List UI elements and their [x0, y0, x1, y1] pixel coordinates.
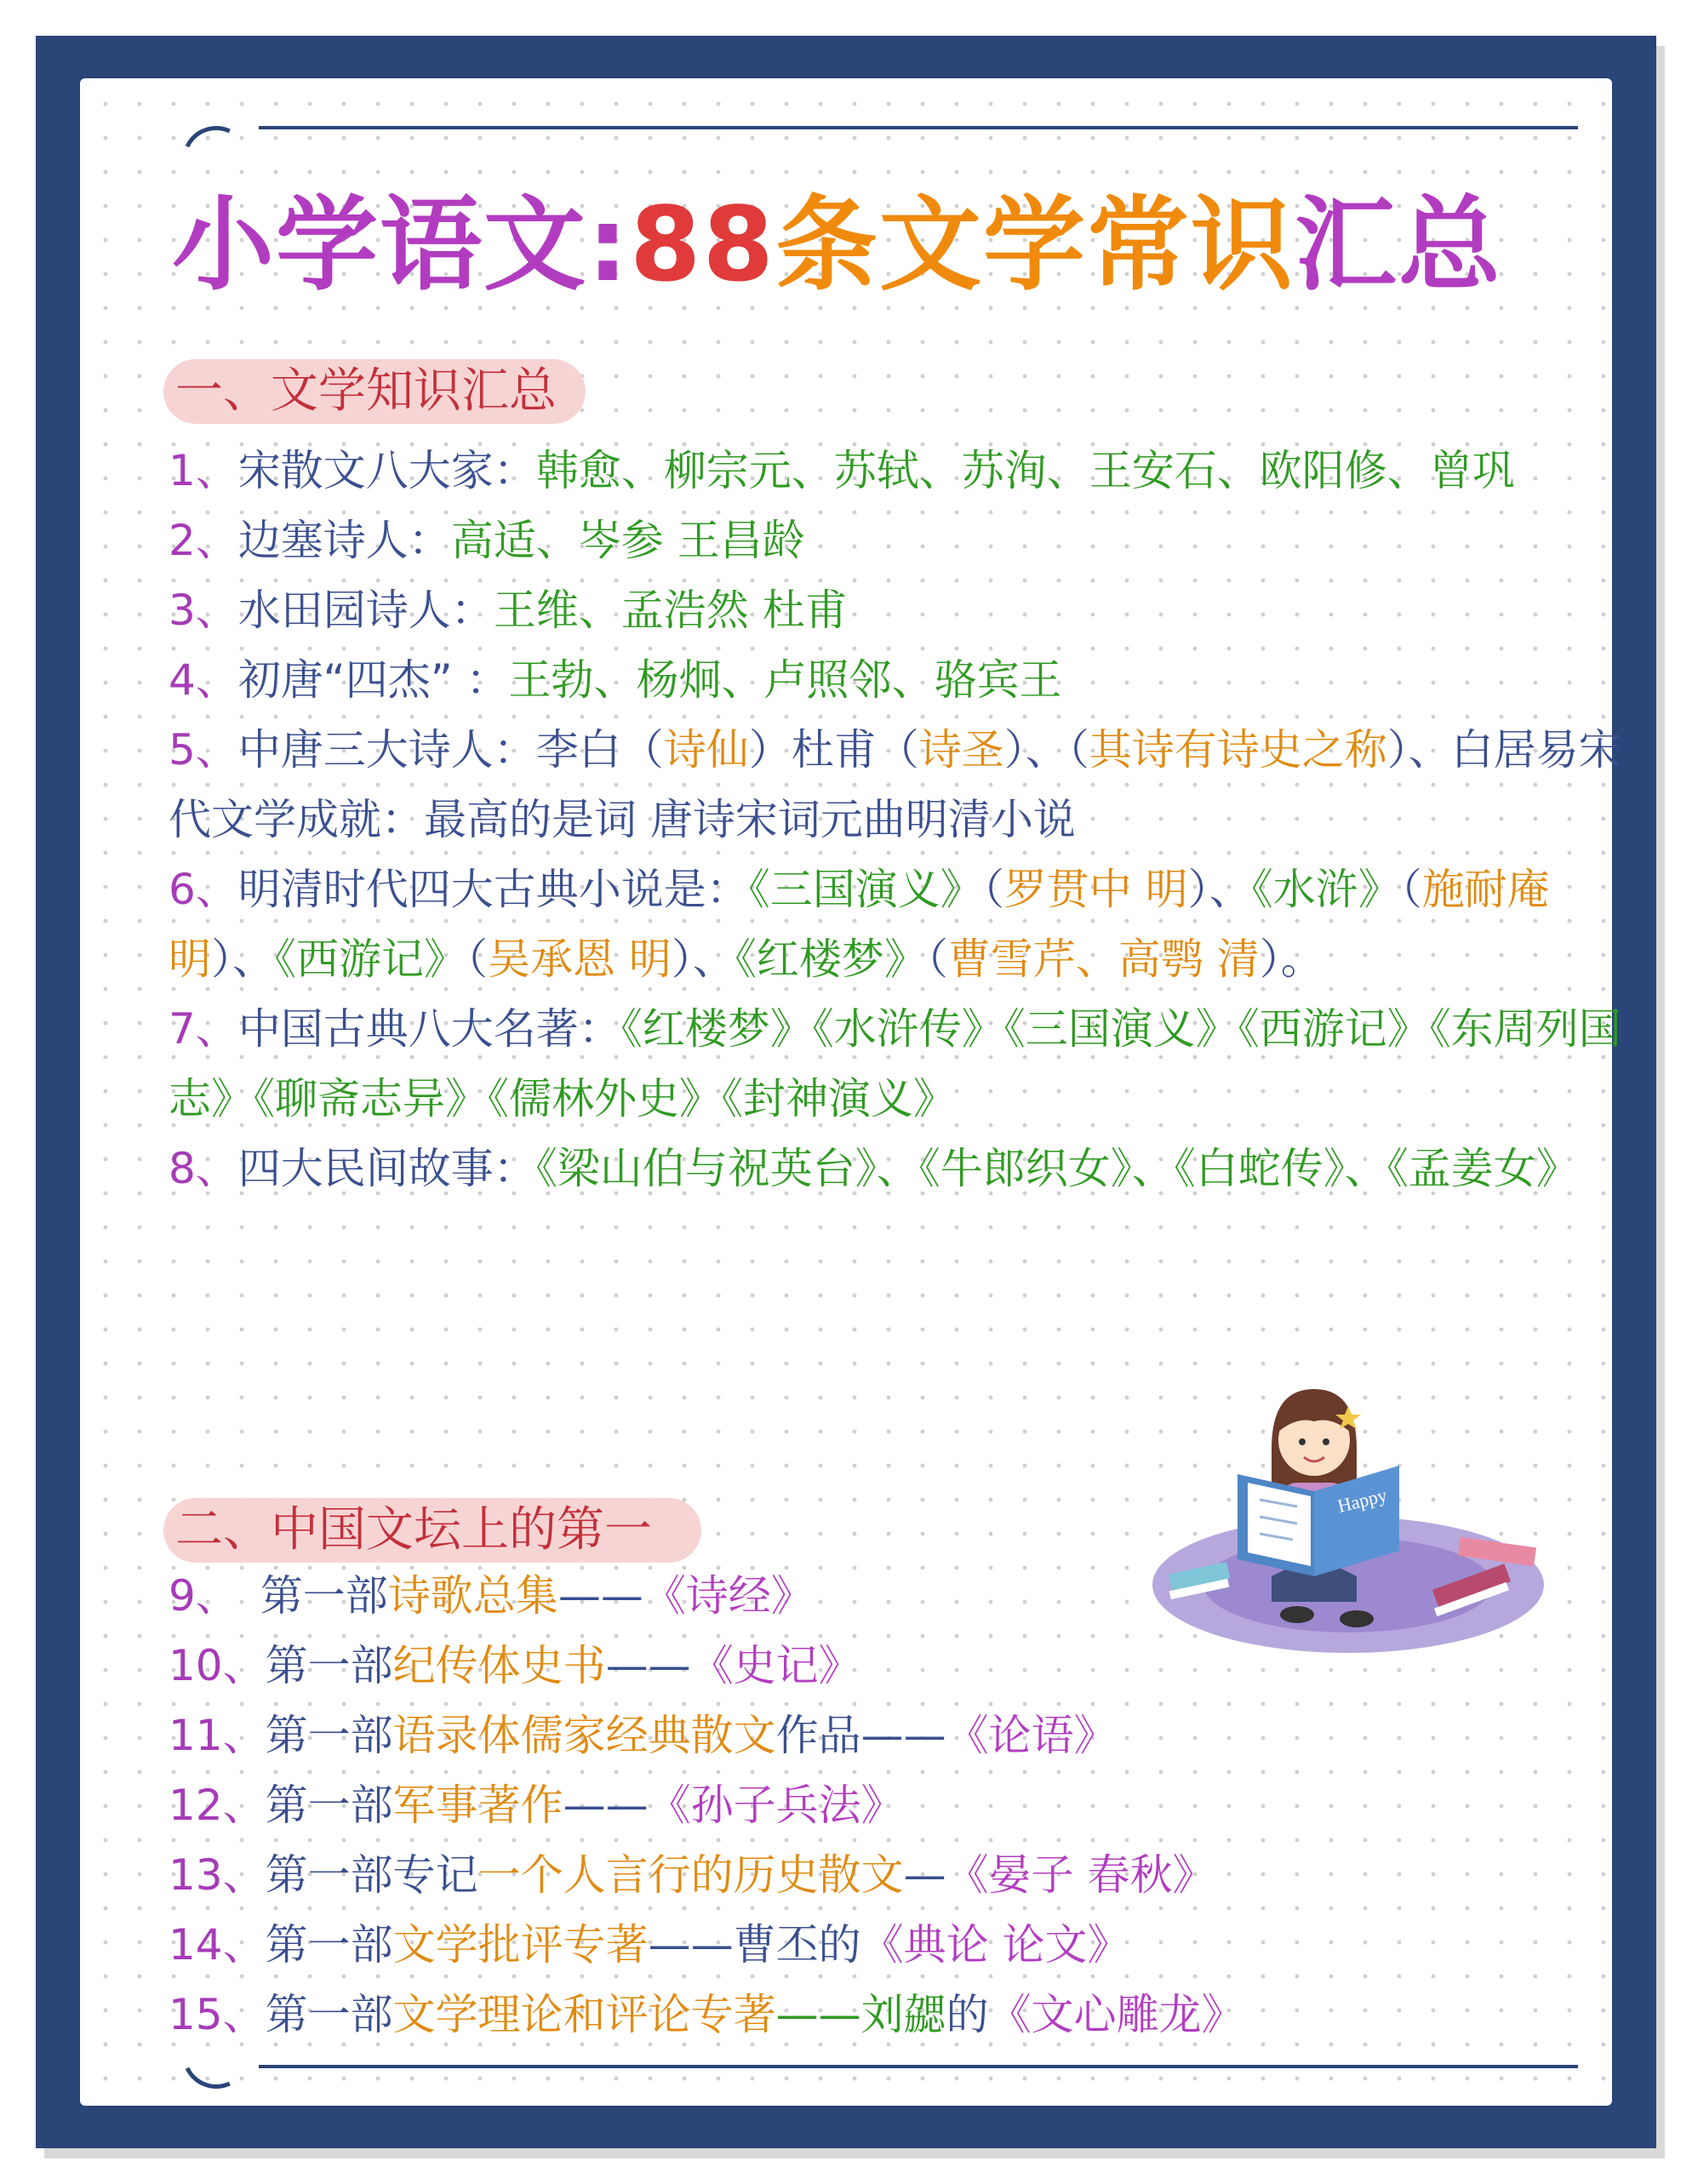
- item-text: 明清时代四大古典小说是：: [237, 865, 749, 914]
- book-title: 《文心雕龙》: [988, 1990, 1244, 2039]
- dotted-paper: [80, 78, 1621, 2106]
- item-highlight: 诗歌总集: [387, 1571, 558, 1621]
- item-value: 王维、孟浩然 杜甫: [493, 586, 848, 635]
- item-highlight: 语录体儒家经典散文: [392, 1711, 776, 1760]
- item-text: ）。: [1259, 935, 1323, 984]
- item-label: 水田园诗人：: [237, 586, 494, 635]
- item-value: 《红楼梦》《水浒传》《三国演义》《西游记》《东周列国志》《聊斋志异》《儒林外史》《封神演义》: [169, 1004, 1621, 1123]
- item-highlight: 军事著作: [392, 1781, 563, 1830]
- item-text: 中唐三大诗人：: [237, 725, 536, 775]
- book-title: 《诗经》: [643, 1571, 814, 1621]
- item-number: 15、: [169, 1990, 266, 2039]
- book-title: 《典论 论文》: [860, 1920, 1130, 1970]
- item-value: 王勃、杨炯、卢照邻、骆宾王: [508, 655, 1062, 705]
- list-item: [169, 436, 1632, 506]
- title-part: 88: [630, 186, 775, 305]
- item-number: 5、: [169, 725, 238, 775]
- item-number: 10、: [169, 1641, 266, 1690]
- item-number: 6、: [169, 865, 238, 914]
- book-title: 《孙子兵法》: [648, 1781, 904, 1830]
- list-item: [169, 1840, 1632, 1910]
- page-title: [172, 163, 1502, 310]
- item-label: 四大民间故事：: [237, 1144, 536, 1193]
- item-number: 1、: [169, 446, 238, 495]
- item-number: 8、: [169, 1144, 238, 1193]
- item-text: 第一部: [265, 1711, 393, 1760]
- item-text: ）、: [211, 935, 275, 984]
- item-highlight: 诗圣: [918, 725, 1004, 775]
- item-text: 第一部: [260, 1571, 388, 1621]
- book-cover-text: Happy: [1335, 1484, 1389, 1518]
- item-text: —: [903, 1850, 946, 1900]
- list-item: [169, 645, 1632, 715]
- item-highlight: 文学批评专著: [392, 1920, 649, 1970]
- list-item: [169, 994, 1632, 1134]
- item-text: ——: [605, 1641, 691, 1690]
- section1-list: [169, 436, 1632, 1203]
- item-number: 9、: [169, 1571, 238, 1621]
- list-item: [169, 855, 1632, 994]
- item-label: 初唐“四杰” ：: [237, 655, 509, 705]
- item-text: ——刘勰: [775, 1990, 946, 2039]
- list-item: [169, 1980, 1632, 2050]
- item-number: 7、: [169, 1004, 238, 1054]
- item-label: 边塞诗人：: [237, 516, 451, 565]
- item-text: ——: [557, 1571, 643, 1621]
- item-number: 13、: [169, 1850, 266, 1900]
- item-text: （: [1400, 865, 1422, 914]
- item-text: ——曹丕的: [648, 1920, 861, 1970]
- item-value: 高适、岑参 王昌龄: [450, 516, 805, 565]
- item-text: 的: [946, 1990, 989, 2039]
- item-text: （: [926, 935, 948, 984]
- book-title: 《史记》: [690, 1641, 861, 1690]
- item-text: ）杜甫（: [748, 725, 919, 775]
- author: 罗贯中 明: [1003, 865, 1188, 914]
- item-highlight: 纪传体史书: [392, 1641, 606, 1690]
- title-part: 条文学常识: [775, 186, 1295, 305]
- list-item: [169, 575, 1632, 645]
- item-highlight: 一个人言行的历史散文: [477, 1850, 904, 1900]
- item-text: 第一部: [265, 1990, 393, 2039]
- title-part: 小学语文:: [172, 186, 630, 305]
- page-frame: [36, 36, 1656, 2148]
- item-label: 宋散文八大家：: [237, 446, 536, 495]
- author: 吴承恩 明: [488, 935, 672, 984]
- list-item: [169, 1134, 1632, 1203]
- top-rule: [259, 126, 1578, 129]
- item-highlight: 其诗有诗史之称: [1089, 725, 1387, 775]
- item-number: 4、: [169, 655, 238, 705]
- item-text: （: [466, 935, 488, 984]
- author: 曹雪芹、高鹗 清: [947, 935, 1260, 984]
- book-title: 《晏子 春秋》: [946, 1850, 1215, 1900]
- item-number: 11、: [169, 1711, 266, 1760]
- list-item: [169, 1701, 1632, 1770]
- section-heading: 一、文学知识汇总: [163, 359, 586, 424]
- section-heading: 二、中国文坛上的第一: [163, 1498, 701, 1563]
- book-title: 《西游记》: [275, 935, 466, 984]
- item-number: 14、: [169, 1920, 266, 1970]
- item-text: 第一部: [265, 1781, 393, 1830]
- item-value: 《梁山伯与祝英台》、《牛郎织女》、《白蛇传》、《孟姜女》: [535, 1144, 1579, 1193]
- book-title: 《红楼梦》: [735, 935, 927, 984]
- item-value: 韩愈、柳宗元、苏轼、苏洵、王安石、欧阳修、曾巩: [535, 446, 1515, 495]
- item-text: ）、: [671, 935, 735, 984]
- item-number: 2、: [169, 516, 238, 565]
- item-highlight: 文学理论和评论专著: [392, 1990, 776, 2039]
- item-text: 第一部专记: [265, 1850, 478, 1900]
- item-text: （: [982, 865, 1004, 914]
- item-text: ——: [563, 1781, 649, 1830]
- author: 施耐庵 明: [169, 865, 1550, 984]
- book-title: 《论语》: [946, 1711, 1117, 1760]
- list-item: [169, 1770, 1632, 1840]
- list-item: [169, 506, 1632, 575]
- book-title: 《水浒》: [1251, 865, 1401, 914]
- list-item: [169, 1910, 1632, 1980]
- item-number: 12、: [169, 1781, 266, 1830]
- book-title: 《三国演义》: [748, 865, 983, 914]
- item-text: 作品——: [775, 1711, 946, 1760]
- list-item: [169, 715, 1632, 855]
- item-text: ）、: [1187, 865, 1252, 914]
- bottom-rule: [259, 2065, 1578, 2068]
- item-highlight: 诗仙: [663, 725, 749, 775]
- item-text: ）、白居易宋代文学成就：最高的是词 唐诗宋词元曲明清小说: [169, 725, 1621, 844]
- item-text: 李白（: [535, 725, 664, 775]
- girl-reading-illustration: [1144, 1372, 1552, 1661]
- title-part: 汇总: [1295, 186, 1502, 305]
- item-text: ）、（: [1003, 725, 1089, 775]
- item-number: 3、: [169, 586, 238, 635]
- item-text: 第一部: [265, 1920, 393, 1970]
- item-label: 中国古典八大名著：: [237, 1004, 621, 1054]
- item-text: 第一部: [265, 1641, 393, 1690]
